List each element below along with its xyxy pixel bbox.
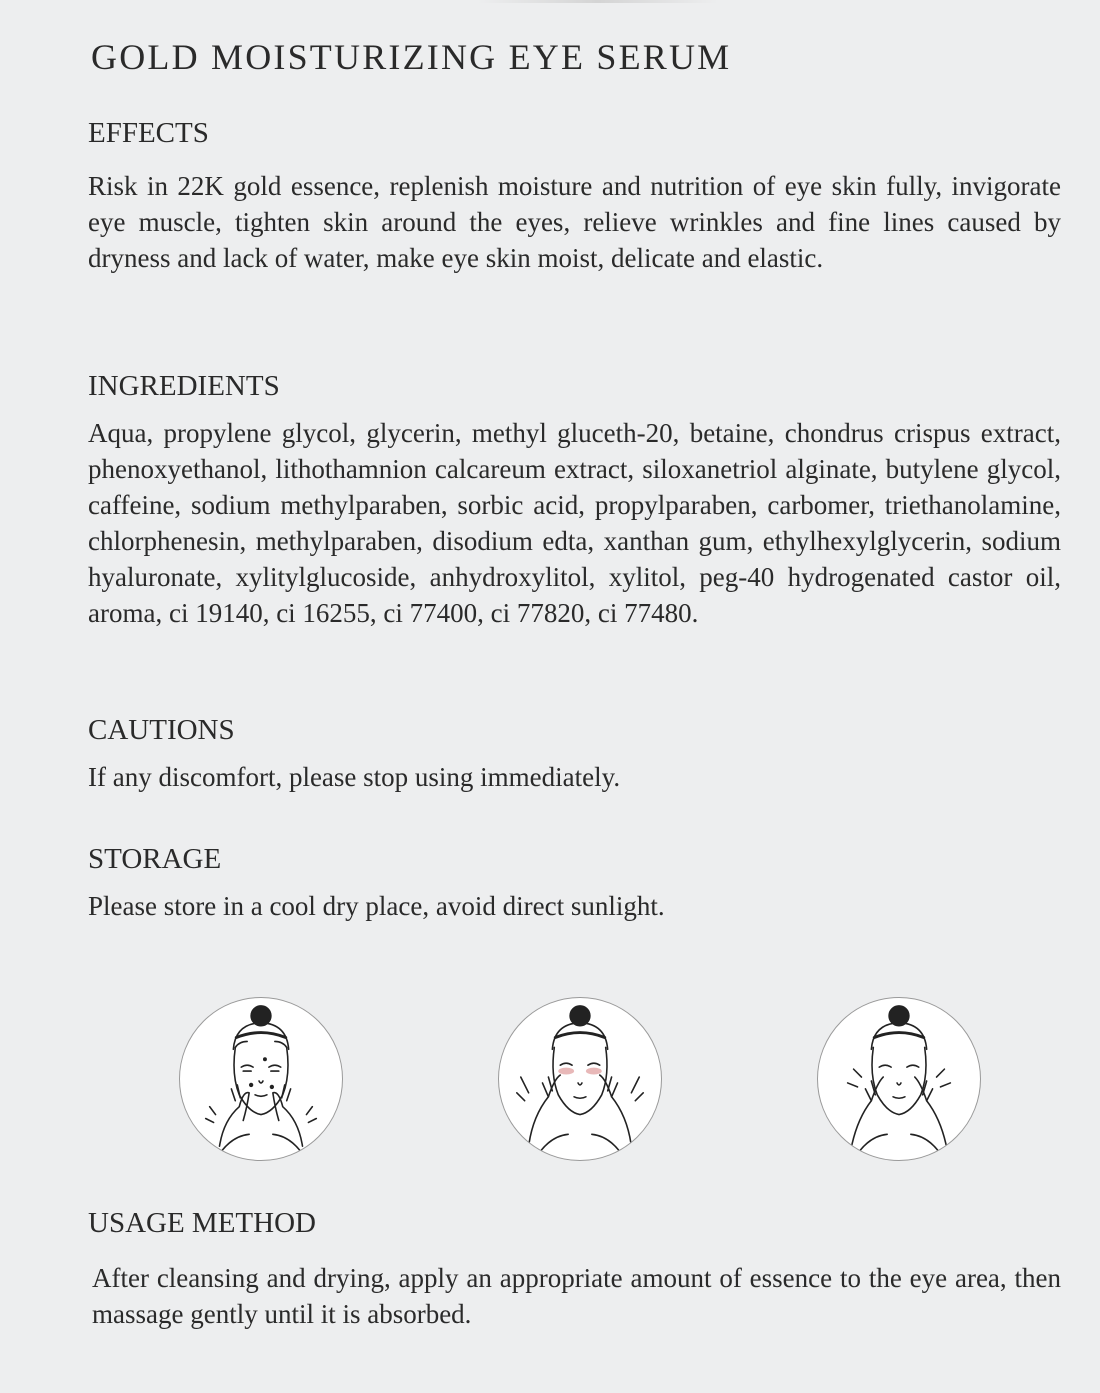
face-cleansing-icon — [179, 997, 343, 1161]
usage-heading: USAGE METHOD — [88, 1207, 316, 1239]
eye-massage-icon — [817, 997, 981, 1161]
storage-section — [88, 842, 1061, 924]
usage-text: After cleansing and drying, apply an appropriate amount of essence to the eye area, then massage gently until it is absorbed. — [92, 1263, 1061, 1329]
ingredients-heading: INGREDIENTS — [88, 370, 280, 402]
effects-text: Risk in 22K gold essence, replenish moisture and nutrition of eye skin fully, invigorate eye muscle, tighten skin around the eyes, relieve wrinkles and fine lines caused by dryness and lack of water, make eye skin moist, delicate and elastic. — [88, 171, 1061, 273]
storage-heading: STORAGE — [88, 843, 222, 875]
usage-section — [88, 1206, 1061, 1332]
cautions-section — [88, 713, 1061, 795]
ingredients-section — [88, 369, 1061, 631]
effects-heading: EFFECTS — [88, 117, 209, 149]
effects-section — [88, 116, 1061, 276]
cautions-heading: CAUTIONS — [88, 714, 235, 746]
top-divider — [478, 0, 718, 3]
storage-text: Please store in a cool dry place, avoid direct sunlight. — [88, 891, 665, 921]
page-title: GOLD MOISTURIZING EYE SERUM — [91, 37, 732, 77]
ingredients-text: Aqua, propylene glycol, glycerin, methyl gluceth-20, betaine, chondrus crispus extract, phenoxyethanol, lithothamnion calcareum extract, siloxanetriol alginate, butylene glycol, caffeine, sodium methylparaben, sorbic acid, propylparaben, carbomer, triethanolamine, chlorphenesin, methylparaben, disodium edta, xanthan gum, ethylhexylglycerin, sodium hyaluronate, xylitylglucoside, anhydroxylitol, xylitol, peg-40 hydrogenated castor oil, aroma, ci 19140, ci 16255, ci 77400, ci 77820, ci 77480. — [88, 418, 1061, 628]
eye-serum-apply-icon — [498, 997, 662, 1161]
cautions-text: If any discomfort, please stop using immediately. — [88, 762, 621, 792]
